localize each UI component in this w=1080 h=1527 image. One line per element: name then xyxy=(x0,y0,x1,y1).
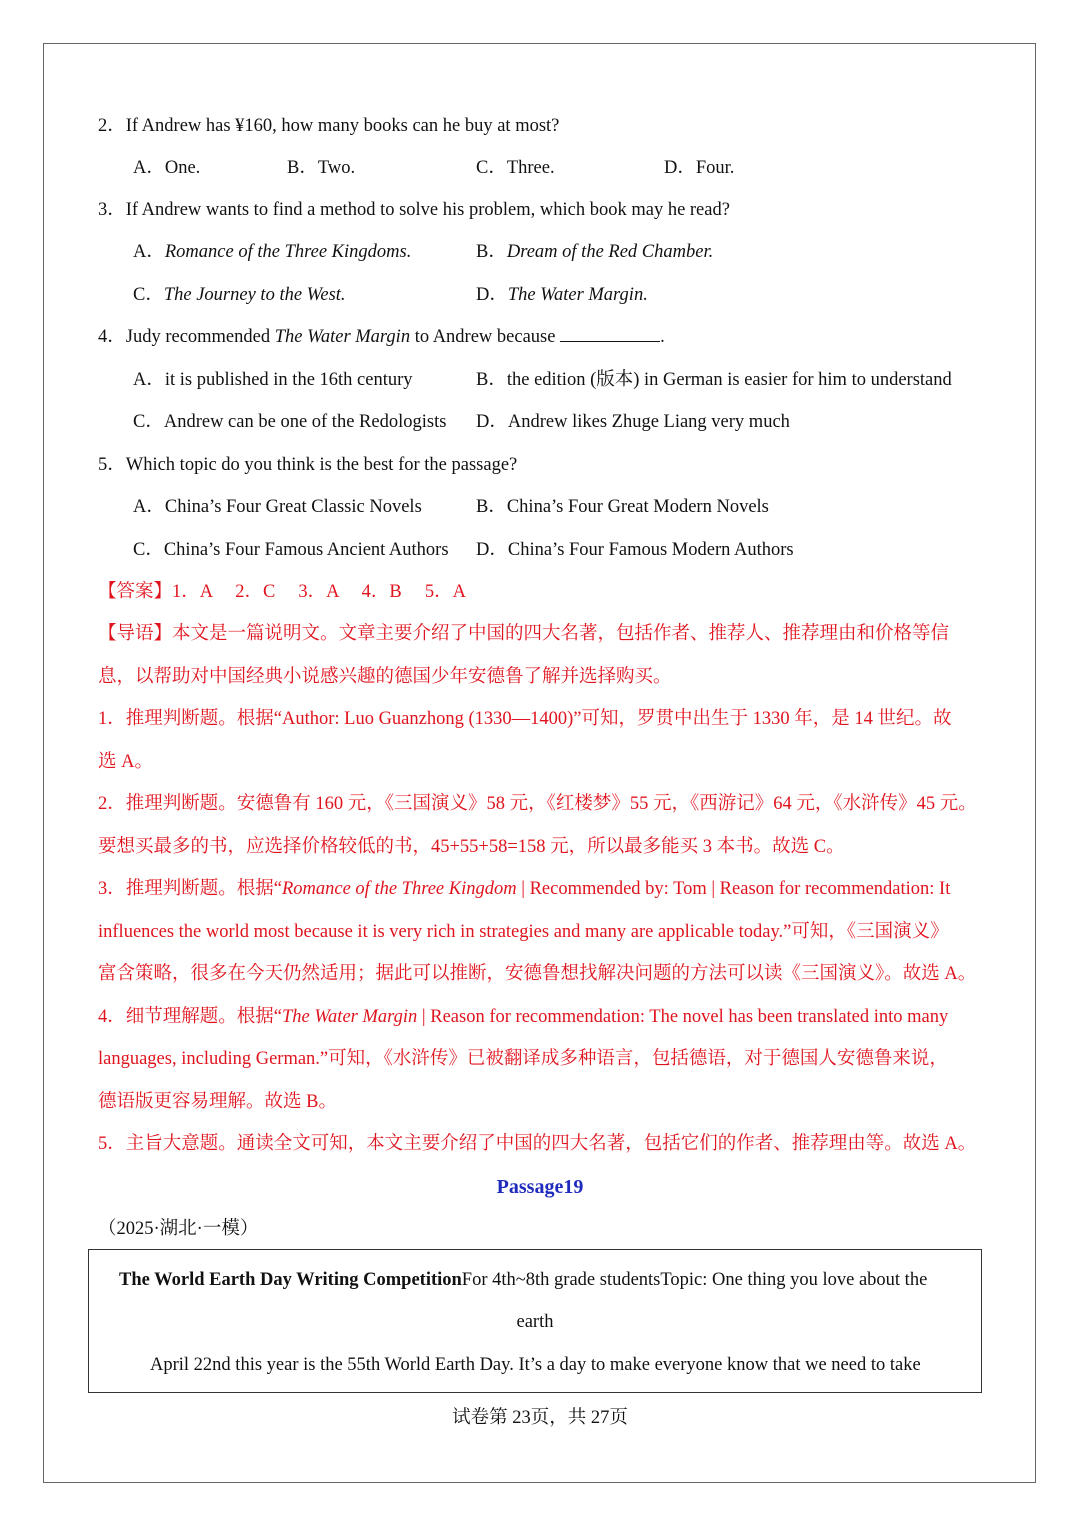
question-4-option-d: D．Andrew likes Zhuge Liang very much xyxy=(476,412,790,432)
explanation-1-line-1: 1．推理判断题。根据“Author: Luo Guanzhong (1330—1400)”可知，罗贯中出生于 1330 年，是 14 世纪。故 xyxy=(98,709,952,729)
explanation-4-line-2: languages, including German.”可知，《水浒传》已被翻译成多种语言，包括德语，对于德国人安德鲁来说， xyxy=(98,1049,948,1069)
question-4-option-a: A．it is published in the 16th century xyxy=(133,370,413,390)
question-2-option-d: D．Four. xyxy=(664,158,735,178)
passage-source: （2025·湖北·一模） xyxy=(98,1219,259,1239)
question-4-option-b: B．the edition (版本) in German is easier for him to understand xyxy=(476,370,952,390)
explanation-3-line-1: 3．推理判断题。根据“Romance of the Three Kingdom | Recommended by: Tom | Reason for recommendation: It xyxy=(98,879,951,899)
question-2-option-a: A．One. xyxy=(133,158,201,178)
passage-title: Passage19 xyxy=(496,1176,584,1198)
question-5-option-d: D．China’s Four Famous Modern Authors xyxy=(476,540,794,560)
question-2-option-b: B．Two. xyxy=(287,158,356,178)
question-5-option-b: B．China’s Four Great Modern Novels xyxy=(476,497,769,517)
guide-line-2: 息，以帮助对中国经典小说感兴趣的德国少年安德鲁了解并选择购买。 xyxy=(98,667,672,687)
question-3-option-a: A．Romance of the Three Kingdoms. xyxy=(133,242,412,262)
explanation-4-line-1: 4．细节理解题。根据“The Water Margin | Reason for recommendation: The novel has been translated into many xyxy=(98,1007,949,1027)
question-2-option-c: C．Three. xyxy=(476,158,555,178)
explanation-5: 5．主旨大意题。通读全文可知，本文主要介绍了中国的四大名著，包括它们的作者、推荐理由等。故选 A。 xyxy=(98,1134,977,1154)
explanation-2-line-2: 要想买最多的书，应选择价格较低的书，45+55+58=158 元，所以最多能买 3 本书。故选 C。 xyxy=(98,837,845,857)
passage-box xyxy=(88,1249,982,1393)
explanation-4-line-3: 德语版更容易理解。故选 B。 xyxy=(98,1092,337,1112)
competition-title: The World Earth Day Writing Competition xyxy=(119,1270,462,1290)
question-5-option-c: C．China’s Four Famous Ancient Authors xyxy=(133,540,449,560)
explanation-2-line-1: 2．推理判断题。安德鲁有 160 元，《三国演义》58 元，《红楼梦》55 元，《西游记》64 元，《水浒传》45 元。 xyxy=(98,794,977,814)
explanation-1-line-2: 选 A。 xyxy=(98,752,153,772)
box-title-line-2: earth xyxy=(516,1312,554,1332)
page-footer: 试卷第 23页，共 27页 xyxy=(452,1408,628,1428)
answer-key: 【答案】1．A 2．C 3．A 4．B 5．A xyxy=(98,582,466,602)
question-3-stem: 3．If Andrew wants to find a method to solve his problem, which book may he read? xyxy=(98,200,730,220)
question-4-stem: 4．Judy recommended The Water Margin to Andrew because . xyxy=(98,327,665,347)
question-3-option-c: C．The Journey to the West. xyxy=(133,285,346,305)
question-3-option-b: B．Dream of the Red Chamber. xyxy=(476,242,714,262)
question-3-option-d: D．The Water Margin. xyxy=(476,285,648,305)
guide-line-1: 【导语】本文是一篇说明文。文章主要介绍了中国的四大名著，包括作者、推荐人、推荐理由和价格等信 xyxy=(98,624,950,644)
question-5-option-a: A．China’s Four Great Classic Novels xyxy=(133,497,422,517)
explanation-3-line-3: 富含策略，很多在今天仍然适用；据此可以推断，安德鲁想找解决问题的方法可以读《三国演义》。故选 A。 xyxy=(98,964,977,984)
question-5-stem: 5．Which topic do you think is the best for the passage? xyxy=(98,455,518,475)
explanation-3-line-2: influences the world most because it is very rich in strategies and many are applicable today.”可知，《三国演义》 xyxy=(98,922,949,942)
question-2-stem: 2．If Andrew has ¥160, how many books can he buy at most? xyxy=(98,116,560,136)
box-title-line: The World Earth Day Writing CompetitionFor 4th~8th grade studentsTopic: One thing you love about the xyxy=(119,1270,928,1290)
answer-blank xyxy=(560,325,660,342)
box-body-line: April 22nd this year is the 55th World Earth Day. It’s a day to make everyone know that we need to take xyxy=(150,1355,921,1375)
question-4-option-c: C．Andrew can be one of the Redologists xyxy=(133,412,447,432)
